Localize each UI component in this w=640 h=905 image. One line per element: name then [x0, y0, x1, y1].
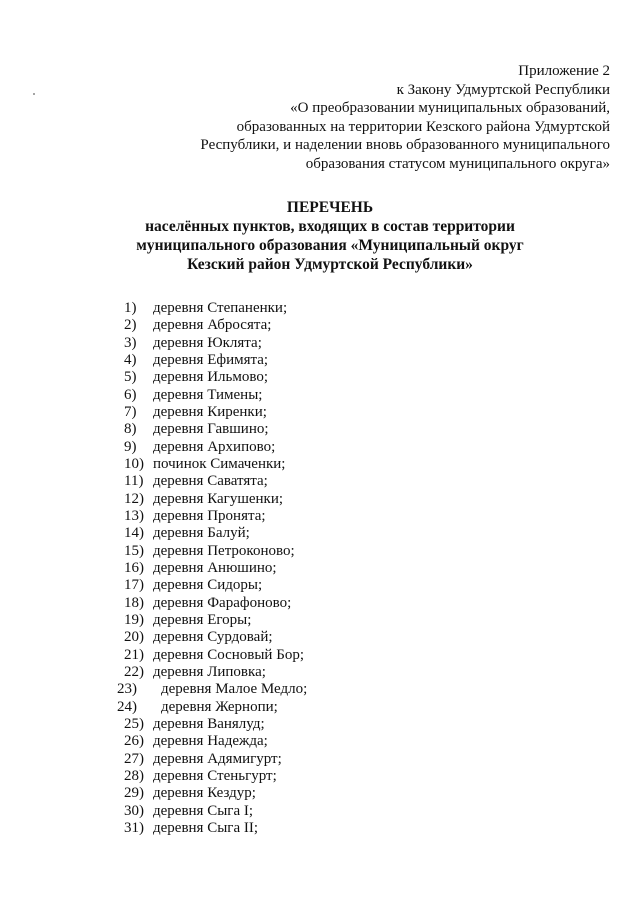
list-item	[0, 317, 640, 334]
list-item	[0, 785, 640, 802]
list-item-number: 1)	[124, 300, 137, 316]
list-item-number: 25)	[124, 715, 144, 732]
list-item-number: 5)	[124, 369, 137, 386]
list-item	[0, 300, 640, 317]
list-item-name: деревня Петроконово;	[153, 542, 295, 559]
list-item-number: 23)	[117, 681, 137, 698]
list-item-number: 2)	[124, 317, 137, 334]
document-title	[80, 198, 580, 274]
list-item	[0, 335, 640, 352]
title-heading: ПЕРЕЧЕНЬ	[286, 199, 374, 216]
title-line: муниципального образования «Муниципальный округ	[136, 237, 524, 254]
list-item	[0, 404, 640, 421]
list-item-number: 29)	[124, 785, 144, 802]
list-item-name: деревня Надежда;	[153, 733, 268, 750]
list-item-number: 30)	[124, 802, 144, 819]
list-item-name: деревня Фарафоново;	[153, 594, 292, 611]
list-item-number: 17)	[124, 577, 144, 594]
list-item	[0, 508, 640, 525]
list-item-number: 15)	[124, 542, 144, 559]
list-item-number: 20)	[124, 629, 144, 646]
list-item-name: деревня Сосновый Бор;	[153, 646, 304, 663]
list-item-number: 19)	[124, 611, 144, 628]
list-item-number: 12)	[124, 490, 144, 507]
list-item-name: деревня Сидоры;	[153, 577, 263, 594]
list-item-name: деревня Тимены;	[153, 386, 263, 403]
list-item	[0, 699, 640, 716]
list-item-number: 16)	[124, 559, 144, 576]
list-item-name: деревня Жернопи;	[161, 698, 278, 715]
list-item	[0, 577, 640, 594]
list-item	[0, 612, 640, 629]
list-item-name: деревня Ванялуд;	[153, 715, 265, 732]
list-item-name: деревня Липовка;	[153, 663, 266, 680]
list-item-name: деревня Анюшино;	[153, 559, 277, 576]
list-item	[0, 803, 640, 820]
annex-header	[150, 62, 610, 174]
title-line: Кезский район Удмуртской Республики»	[187, 256, 473, 273]
list-item-name: деревня Абросята;	[153, 317, 272, 334]
list-item-number: 18)	[124, 594, 144, 611]
list-item	[0, 595, 640, 612]
list-item-name: деревня Адямигурт;	[153, 750, 282, 767]
list-item-number: 13)	[124, 507, 144, 524]
list-item-name: деревня Саватята;	[153, 473, 268, 490]
list-item	[0, 456, 640, 473]
settlement-list	[0, 300, 640, 837]
list-item-name: деревня Степаненки;	[153, 300, 288, 316]
list-item	[0, 473, 640, 490]
list-item-name: деревня Кездур;	[153, 785, 256, 802]
list-item	[0, 491, 640, 508]
list-item	[0, 629, 640, 646]
list-item-number: 21)	[124, 646, 144, 663]
list-item-name: деревня Пронята;	[153, 507, 266, 524]
list-item-number: 14)	[124, 525, 144, 542]
list-item-name: деревня Егоры;	[153, 611, 252, 628]
annex-line: к Закону Удмуртской Республики	[396, 81, 610, 98]
list-item-number: 9)	[124, 438, 137, 455]
list-item	[0, 716, 640, 733]
list-item-name: деревня Кагушенки;	[153, 490, 284, 507]
list-item	[0, 525, 640, 542]
list-item-number: 31)	[124, 819, 144, 836]
list-item-number: 26)	[124, 733, 144, 750]
list-item-number: 8)	[124, 421, 137, 438]
list-item	[0, 768, 640, 785]
list-item	[0, 421, 640, 438]
list-item-name: деревня Киренки;	[153, 403, 267, 420]
list-item	[0, 664, 640, 681]
list-item-number: 3)	[124, 334, 137, 351]
list-item	[0, 647, 640, 664]
list-item	[0, 369, 640, 386]
list-item-name: деревня Стеньгурт;	[153, 767, 277, 784]
list-item-number: 6)	[124, 386, 137, 403]
list-item-name: деревня Сыга II;	[153, 819, 259, 836]
list-item	[0, 751, 640, 768]
list-item-number: 10)	[124, 455, 144, 472]
list-item-name: деревня Гавшино;	[153, 421, 269, 438]
list-item-name: починок Симаченки;	[153, 455, 286, 472]
list-item	[0, 560, 640, 577]
list-item	[0, 681, 640, 698]
list-item-number: 27)	[124, 750, 144, 767]
annex-line: образованных на территории Кезского района Удмуртской	[236, 118, 610, 135]
list-item-number: 24)	[117, 698, 137, 715]
list-item-number: 11)	[124, 473, 144, 490]
list-item-name: деревня Ильмово;	[153, 369, 269, 386]
list-item-number: 7)	[124, 403, 137, 420]
list-item-number: 4)	[124, 351, 137, 368]
list-item	[0, 352, 640, 369]
list-item-name: деревня Балуй;	[153, 525, 250, 542]
list-item-name: деревня Сурдовай;	[153, 629, 273, 646]
annex-line: образования статусом муниципального округа»	[305, 155, 610, 172]
list-item	[0, 439, 640, 456]
title-line: населённых пунктов, входящих в состав территории	[145, 218, 515, 235]
list-item-name: деревня Ефимята;	[153, 351, 269, 368]
list-item	[0, 820, 640, 837]
scan-speck	[33, 93, 35, 95]
list-item-name: деревня Малое Медло;	[161, 681, 308, 698]
list-item	[0, 387, 640, 404]
list-item	[0, 733, 640, 750]
annex-line: «О преобразовании муниципальных образований,	[290, 100, 610, 117]
list-item-name: деревня Юклята;	[153, 334, 262, 351]
list-item	[0, 543, 640, 560]
list-item-number: 22)	[124, 663, 144, 680]
annex-line: Приложение 2	[518, 63, 610, 79]
list-item-name: деревня Архипово;	[153, 438, 276, 455]
list-item-number: 28)	[124, 767, 144, 784]
list-item-name: деревня Сыга I;	[153, 802, 254, 819]
annex-line: Республики, и наделении вновь образованного муниципального	[200, 137, 610, 154]
